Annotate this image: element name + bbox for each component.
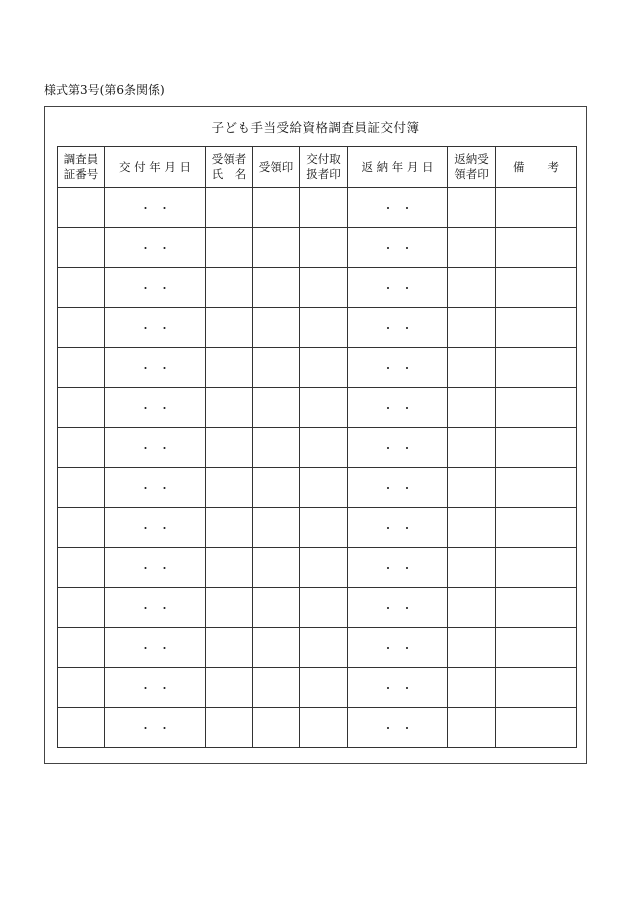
- date-placeholder: ・・: [140, 681, 178, 695]
- issuer-seal-cell: [300, 308, 348, 348]
- issuer-seal-cell: [300, 388, 348, 428]
- issuer-seal-cell: [300, 428, 348, 468]
- register-frame: [44, 106, 587, 764]
- return-receiver-seal-cell: [448, 628, 496, 668]
- recipient-name-cell: [206, 228, 253, 268]
- receipt-seal-cell: [253, 268, 300, 308]
- remarks-cell: [496, 468, 577, 508]
- table-row: [58, 588, 577, 628]
- receipt-seal-cell: [253, 668, 300, 708]
- header-line: 返納受: [454, 152, 489, 166]
- issuer-seal-cell: [300, 348, 348, 388]
- table-row: [58, 668, 577, 708]
- return-date-cell: [348, 628, 448, 668]
- issuer-seal-cell: [300, 708, 348, 748]
- issuer-seal-cell: [300, 468, 348, 508]
- form-label: 様式第3号(第6条関係): [44, 83, 165, 97]
- date-placeholder: ・・: [382, 681, 421, 695]
- remarks-cell: [496, 228, 577, 268]
- remarks-cell: [496, 308, 577, 348]
- receipt-seal-cell: [253, 308, 300, 348]
- date-placeholder: ・・: [140, 641, 178, 655]
- date-placeholder: ・・: [382, 241, 421, 255]
- cert-number-cell: [58, 188, 105, 228]
- issuer-seal-cell: [300, 188, 348, 228]
- issuer-seal-cell: [300, 668, 348, 708]
- receipt-seal-cell: [253, 428, 300, 468]
- recipient-name-cell: [206, 348, 253, 388]
- header-line: 調査員: [63, 152, 99, 166]
- cert-number-cell: [58, 268, 105, 308]
- table-row: [58, 468, 577, 508]
- date-placeholder: ・・: [382, 401, 421, 415]
- date-placeholder: ・・: [382, 521, 421, 535]
- issue-date-cell: [105, 348, 206, 388]
- return-receiver-seal-cell: [448, 428, 496, 468]
- remarks-cell: [496, 428, 577, 468]
- issue-date-cell: [105, 668, 206, 708]
- receipt-seal-cell: [253, 348, 300, 388]
- return-receiver-seal-cell: [448, 228, 496, 268]
- date-placeholder: ・・: [382, 201, 421, 215]
- date-placeholder: ・・: [140, 561, 178, 575]
- date-placeholder: ・・: [140, 401, 178, 415]
- issue-date-cell: [105, 708, 206, 748]
- remarks-cell: [496, 508, 577, 548]
- receipt-seal-cell: [253, 228, 300, 268]
- remarks-cell: [496, 188, 577, 228]
- remarks-cell: [496, 348, 577, 388]
- recipient-name-cell: [206, 548, 253, 588]
- header-issuer-seal: [300, 147, 348, 188]
- issuer-seal-cell: [300, 628, 348, 668]
- header-line: 返 納 年 月 日: [361, 159, 434, 174]
- return-date-cell: [348, 668, 448, 708]
- date-placeholder: ・・: [140, 281, 178, 295]
- date-placeholder: ・・: [140, 241, 178, 255]
- recipient-name-cell: [206, 628, 253, 668]
- issue-date-cell: [105, 388, 206, 428]
- issue-date-cell: [105, 468, 206, 508]
- cert-number-cell: [58, 308, 105, 348]
- date-placeholder: ・・: [140, 361, 178, 375]
- table-row: [58, 188, 577, 228]
- receipt-seal-cell: [253, 508, 300, 548]
- cert-number-cell: [58, 388, 105, 428]
- table-row: [58, 348, 577, 388]
- return-date-cell: [348, 268, 448, 308]
- table-row: [58, 228, 577, 268]
- remarks-cell: [496, 548, 577, 588]
- cert-number-cell: [58, 548, 105, 588]
- recipient-name-cell: [206, 188, 253, 228]
- issuer-seal-cell: [300, 548, 348, 588]
- cert-number-cell: [58, 708, 105, 748]
- return-receiver-seal-cell: [448, 668, 496, 708]
- return-date-cell: [348, 468, 448, 508]
- return-date-cell: [348, 428, 448, 468]
- table-row: [58, 508, 577, 548]
- return-date-cell: [348, 508, 448, 548]
- receipt-seal-cell: [253, 188, 300, 228]
- header-line: 領者印: [454, 167, 489, 181]
- table-row: [58, 308, 577, 348]
- header-issue-date: [105, 147, 206, 188]
- cert-number-cell: [58, 348, 105, 388]
- header-return-receiver-seal: [448, 147, 496, 188]
- return-date-cell: [348, 388, 448, 428]
- cert-number-cell: [58, 668, 105, 708]
- date-placeholder: ・・: [140, 321, 178, 335]
- header-line: 交 付 年 月 日: [118, 159, 192, 174]
- recipient-name-cell: [206, 268, 253, 308]
- cert-number-cell: [58, 588, 105, 628]
- receipt-seal-cell: [253, 548, 300, 588]
- recipient-name-cell: [206, 708, 253, 748]
- issue-date-cell: [105, 268, 206, 308]
- recipient-name-cell: [206, 668, 253, 708]
- return-receiver-seal-cell: [448, 188, 496, 228]
- return-receiver-seal-cell: [448, 268, 496, 308]
- cert-number-cell: [58, 628, 105, 668]
- cert-number-cell: [58, 468, 105, 508]
- recipient-name-cell: [206, 508, 253, 548]
- issuer-seal-cell: [300, 508, 348, 548]
- return-receiver-seal-cell: [448, 708, 496, 748]
- date-placeholder: ・・: [382, 321, 421, 335]
- table-row: [58, 428, 577, 468]
- date-placeholder: ・・: [140, 601, 178, 615]
- remarks-cell: [496, 268, 577, 308]
- cert-number-cell: [58, 428, 105, 468]
- recipient-name-cell: [206, 428, 253, 468]
- date-placeholder: ・・: [382, 441, 421, 455]
- header-line: 証番号: [63, 167, 99, 181]
- recipient-name-cell: [206, 308, 253, 348]
- issue-date-cell: [105, 428, 206, 468]
- header-line: 備 考: [513, 159, 559, 174]
- issuer-seal-cell: [300, 268, 348, 308]
- date-placeholder: ・・: [382, 281, 421, 295]
- receipt-seal-cell: [253, 588, 300, 628]
- date-placeholder: ・・: [140, 441, 178, 455]
- header-recipient-name: [206, 147, 253, 188]
- return-receiver-seal-cell: [448, 348, 496, 388]
- return-date-cell: [348, 588, 448, 628]
- return-date-cell: [348, 188, 448, 228]
- receipt-seal-cell: [253, 628, 300, 668]
- date-placeholder: ・・: [140, 521, 178, 535]
- issue-date-cell: [105, 508, 206, 548]
- return-receiver-seal-cell: [448, 388, 496, 428]
- remarks-cell: [496, 628, 577, 668]
- table-row: [58, 628, 577, 668]
- header-return-date: [348, 147, 448, 188]
- remarks-cell: [496, 668, 577, 708]
- table-row: [58, 268, 577, 308]
- return-date-cell: [348, 228, 448, 268]
- return-date-cell: [348, 708, 448, 748]
- issue-date-cell: [105, 308, 206, 348]
- date-placeholder: ・・: [382, 361, 421, 375]
- cert-number-cell: [58, 508, 105, 548]
- return-receiver-seal-cell: [448, 308, 496, 348]
- return-date-cell: [348, 548, 448, 588]
- issue-date-cell: [105, 228, 206, 268]
- recipient-name-cell: [206, 588, 253, 628]
- header-cert-number: [58, 147, 105, 188]
- return-receiver-seal-cell: [448, 468, 496, 508]
- date-placeholder: ・・: [140, 201, 178, 215]
- header-line: 交付取: [306, 152, 341, 166]
- return-receiver-seal-cell: [448, 588, 496, 628]
- header-line: 氏 名: [211, 167, 247, 181]
- header-receipt-seal: [253, 147, 300, 188]
- return-receiver-seal-cell: [448, 548, 496, 588]
- issue-date-cell: [105, 628, 206, 668]
- table-row: [58, 388, 577, 428]
- date-placeholder: ・・: [382, 561, 421, 575]
- header-line: 扱者印: [306, 167, 341, 181]
- date-placeholder: ・・: [140, 721, 178, 735]
- receipt-seal-cell: [253, 708, 300, 748]
- issue-date-cell: [105, 548, 206, 588]
- date-placeholder: ・・: [382, 641, 421, 655]
- remarks-cell: [496, 708, 577, 748]
- date-placeholder: ・・: [382, 601, 421, 615]
- return-receiver-seal-cell: [448, 508, 496, 548]
- return-date-cell: [348, 348, 448, 388]
- remarks-cell: [496, 588, 577, 628]
- issuer-seal-cell: [300, 228, 348, 268]
- date-placeholder: ・・: [140, 481, 178, 495]
- register-table: [57, 146, 577, 748]
- header-remarks: [496, 147, 577, 188]
- cert-number-cell: [58, 228, 105, 268]
- recipient-name-cell: [206, 468, 253, 508]
- table-row: [58, 548, 577, 588]
- register-title: 子ども手当受給資格調査員証交付簿: [211, 120, 420, 135]
- issue-date-cell: [105, 188, 206, 228]
- header-line: 受領者: [211, 152, 247, 166]
- return-date-cell: [348, 308, 448, 348]
- receipt-seal-cell: [253, 388, 300, 428]
- receipt-seal-cell: [253, 468, 300, 508]
- remarks-cell: [496, 388, 577, 428]
- header-row: [58, 147, 577, 188]
- issue-date-cell: [105, 588, 206, 628]
- register-body: [58, 188, 577, 748]
- date-placeholder: ・・: [382, 721, 421, 735]
- header-line: 受領印: [258, 159, 294, 174]
- date-placeholder: ・・: [382, 481, 421, 495]
- table-row: [58, 708, 577, 748]
- issuer-seal-cell: [300, 588, 348, 628]
- recipient-name-cell: [206, 388, 253, 428]
